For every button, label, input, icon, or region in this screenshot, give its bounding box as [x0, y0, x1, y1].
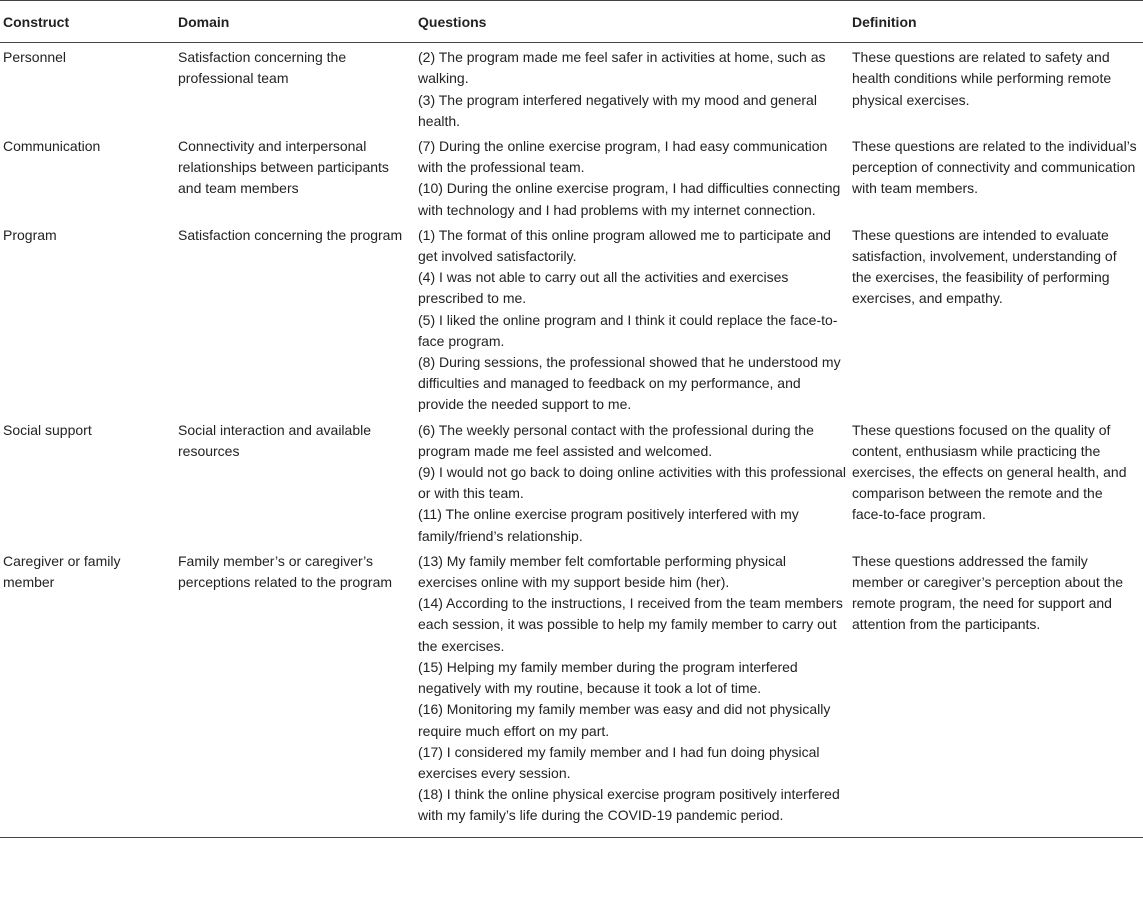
- cell-construct: Communication: [3, 138, 101, 155]
- question-item: (5) I liked the online program and I think it could replace the face-to-face program.: [418, 311, 838, 349]
- cell-questions: [418, 416, 852, 547]
- cell-construct: Personnel: [3, 49, 67, 66]
- question-item: (10) During the online exercise program, I had difficulties connecting with technology and I had problems with my internet connection.: [418, 180, 841, 218]
- question-item: (11) The online exercise program positively interfered with my family/friend’s relationship.: [418, 506, 799, 544]
- table-row: [0, 416, 1143, 547]
- question-item: (14) According to the instructions, I received from the team members each session, it was possible to help my family member to carry out the exercises.: [418, 595, 843, 654]
- question-item: (17) I considered my family member and I had fun doing physical exercises every session.: [418, 743, 820, 781]
- cell-construct: Social support: [3, 421, 92, 438]
- question-item: (2) The program made me feel safer in activities at home, such as walking.: [418, 49, 826, 87]
- cell-definition: These questions focused on the quality of content, enthusiasm while practicing the exercises, the effects on general health, and comparison between the remote and the face-to-face program.: [852, 421, 1127, 523]
- question-item: (13) My family member felt comfortable performing physical exercises online with my support beside him (her).: [418, 552, 787, 591]
- header-row: [0, 1, 1143, 43]
- question-item: (4) I was not able to carry out all the activities and exercises prescribed to me.: [418, 269, 789, 307]
- question-item: (8) During sessions, the professional showed that he understood my difficulties and managed to feedback on my performance, and provide the needed support to me.: [418, 354, 841, 413]
- cell-domain: Family member’s or caregiver’s perceptions related to the program: [178, 552, 393, 591]
- header-definition: Definition: [852, 1, 1143, 43]
- cell-questions: [418, 221, 852, 416]
- question-item: (9) I would not go back to doing online activities with this professional or with this team.: [418, 464, 847, 502]
- cell-questions: [418, 132, 852, 221]
- cell-domain: Connectivity and interpersonal relationships between participants and team members: [178, 138, 389, 197]
- cell-domain: Satisfaction concerning the professional team: [178, 49, 347, 87]
- cell-definition: These questions are related to safety and health conditions while performing remote physical exercises.: [852, 49, 1112, 108]
- table-row: [0, 547, 1143, 837]
- cell-questions: [418, 547, 852, 837]
- table-header: [0, 1, 1143, 43]
- question-item: (15) Helping my family member during the program interfered negatively with my routine, because it took a lot of time.: [418, 658, 798, 697]
- question-item: (16) Monitoring my family member was easy and did not physically require much effort on my part.: [418, 701, 831, 739]
- cell-definition: These questions are intended to evaluate satisfaction, involvement, understanding of the exercises, the feasibility of performing exercises, and empathy.: [852, 226, 1117, 307]
- header-questions: Questions: [418, 1, 852, 43]
- header-domain: Domain: [178, 1, 418, 43]
- question-item: (3) The program interfered negatively with my mood and general health.: [418, 91, 817, 129]
- table-bottom-rule: [0, 837, 1143, 838]
- question-item: (7) During the online exercise program, I had easy communication with the professional team.: [418, 138, 828, 176]
- question-item: (1) The format of this online program allowed me to participate and get involved satisfactorily.: [418, 226, 831, 265]
- table-row: [0, 43, 1143, 132]
- table-row: [0, 221, 1143, 416]
- table-body: [0, 43, 1143, 837]
- cell-domain: Satisfaction concerning the program: [178, 226, 403, 243]
- cell-construct: Program: [3, 226, 57, 243]
- question-item: (6) The weekly personal contact with the professional during the program made me feel assisted and welcomed.: [418, 421, 814, 459]
- cell-definition: These questions addressed the family member or caregiver’s perception about the remote program, the need for support and attention from the participants.: [852, 552, 1124, 633]
- cell-domain: Social interaction and available resources: [178, 421, 372, 459]
- cell-definition: These questions are related to the individual’s perception of connectivity and communication with team members.: [852, 138, 1137, 197]
- table-row: [0, 132, 1143, 221]
- header-construct: Construct: [0, 1, 178, 43]
- cell-construct: Caregiver or family member: [3, 552, 121, 591]
- question-item: (18) I think the online physical exercise program positively interfered with my family’s life during the COVID-19 pandemic period.: [418, 786, 840, 824]
- cell-questions: [418, 43, 852, 132]
